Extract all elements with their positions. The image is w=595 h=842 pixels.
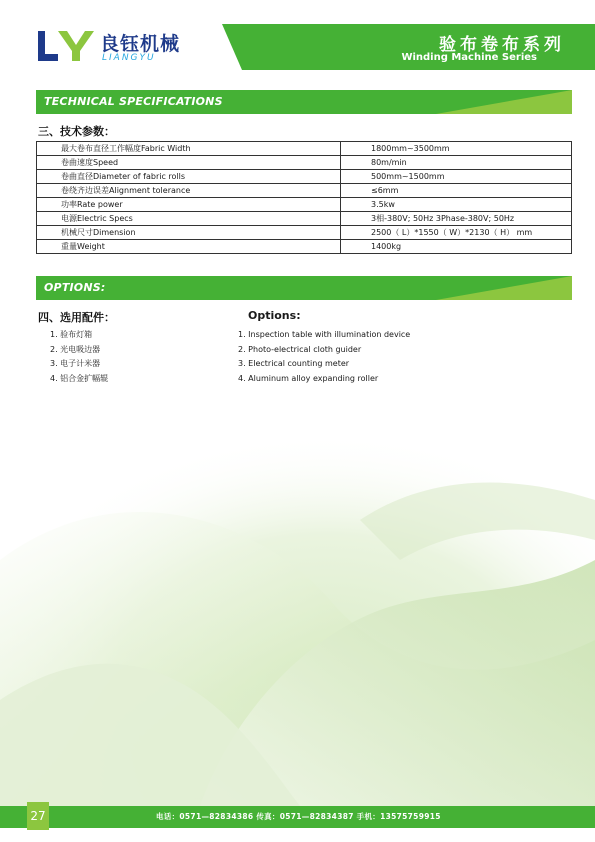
list-item: 4. 铝合金扩幅辊: [50, 373, 109, 383]
spec-value: 3相-380V; 50Hz 3Phase-380V; 50Hz: [341, 212, 572, 226]
table-row: [37, 226, 572, 240]
tech-spec-heading: 三、技术参数：: [38, 125, 115, 138]
list-item: 1. Inspection table with illumination device: [238, 330, 411, 339]
logo-english-name: LIANGYU: [102, 53, 156, 63]
spec-value: 2500（ L）*1550（ W）*2130（ H） mm: [341, 226, 572, 240]
list-item: 2. 光电吸边器: [50, 344, 101, 354]
spec-label: 最大卷布直径工作幅度Fabric Width: [37, 142, 341, 156]
options-banner-title: OPTIONS:: [44, 281, 106, 294]
list-item: 1. 验布灯箱: [50, 330, 93, 339]
options-list-en: [238, 328, 410, 386]
page-number: 27: [27, 802, 49, 830]
table-row: [37, 156, 572, 170]
spec-label: 卷绕齐边误差Alignment tolerance: [37, 184, 341, 198]
list-item: 3. Electrical counting meter: [238, 359, 350, 368]
spec-value: ≤6mm: [341, 184, 572, 198]
banner-shape: [36, 276, 572, 300]
table-row: [37, 142, 572, 156]
logo-icon: [36, 29, 94, 65]
spec-table: [36, 141, 572, 254]
tech-spec-banner: [36, 90, 572, 114]
spec-label: 卷曲速度Speed: [37, 156, 341, 170]
options-banner: [36, 276, 572, 300]
tech-spec-banner-title: TECHNICAL SPECIFICATIONS: [44, 95, 223, 108]
spec-value: 80m/min: [341, 156, 572, 170]
spec-value: 1400kg: [341, 240, 572, 254]
series-title-en: Winding Machine Series: [401, 52, 537, 63]
contact-info: 电话：0571—82834386 传真：0571—82834387 手机：13575759915: [156, 812, 441, 821]
spec-value: 1800mm~3500mm: [341, 142, 572, 156]
spec-value: 3.5kw: [341, 198, 572, 212]
spec-label: 功率Rate power: [37, 198, 341, 212]
table-row: [37, 170, 572, 184]
spec-label: 重量Weight: [37, 240, 341, 254]
table-row: [37, 198, 572, 212]
list-item: 3. 电子计米器: [50, 359, 101, 368]
options-list-cn: [50, 328, 108, 386]
list-item: 4. Aluminum alloy expanding roller: [238, 373, 379, 383]
spec-label: 电源Electric Specs: [37, 212, 341, 226]
options-heading-cn: 四、选用配件：: [38, 311, 115, 324]
series-title-cn: 验布卷布系列: [439, 35, 565, 55]
table-row: [37, 184, 572, 198]
spec-value: 500mm~1500mm: [341, 170, 572, 184]
spec-label: 机械尺寸Dimension: [37, 226, 341, 240]
options-heading-en: Options:: [248, 309, 301, 322]
table-row: [37, 240, 572, 254]
list-item: 2. Photo-electrical cloth guider: [238, 344, 362, 354]
logo-chinese-name: 良钰机械: [100, 33, 181, 55]
spec-label: 卷曲直径Diameter of fabric rolls: [37, 170, 341, 184]
table-row: [37, 212, 572, 226]
